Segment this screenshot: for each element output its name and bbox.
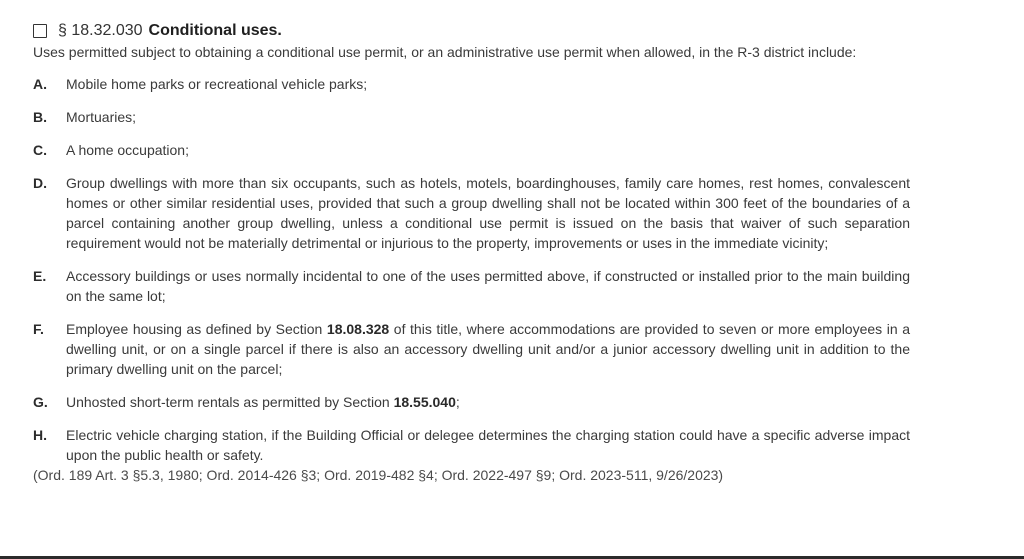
uses-list xyxy=(33,74,910,465)
list-item xyxy=(33,74,910,94)
item-text: Mobile home parks or recreational vehicle parks; xyxy=(66,76,368,92)
item-letter: A. xyxy=(33,76,47,92)
item-text-after: of this title, where accommodations are provided to seven or more employees in a dwelling unit, or on a single parcel if there is also an accessory dwelling unit and/or a junior accessory dwelling unit in addition to the primary dwelling unit on the parcel; xyxy=(66,321,910,377)
item-text: A home occupation; xyxy=(66,142,189,158)
section-select-checkbox[interactable] xyxy=(33,24,47,38)
item-letter: C. xyxy=(33,142,47,158)
item-letter: E. xyxy=(33,268,47,284)
ordinance-history: (Ord. 189 Art. 3 §5.3, 1980; Ord. 2014-426 §3; Ord. 2019-482 §4; Ord. 2022-497 §9; Ord. 2023-511, 9/26/2023) xyxy=(33,467,724,483)
item-text-after: ; xyxy=(455,394,460,410)
list-item xyxy=(33,140,910,160)
list-item xyxy=(33,425,910,465)
section-title: Conditional uses. xyxy=(148,22,282,39)
item-text-before: Unhosted short-term rentals as permitted by Section xyxy=(66,394,394,410)
section-reference-link[interactable]: 18.08.328 xyxy=(326,321,390,337)
item-letter: G. xyxy=(33,394,48,410)
item-letter: H. xyxy=(33,427,47,443)
list-item xyxy=(33,392,910,412)
item-text: Accessory buildings or uses normally incidental to one of the uses permitted above, if constructed or installed prior to the main building on the same lot; xyxy=(66,268,910,304)
list-item xyxy=(33,173,910,253)
item-letter: F. xyxy=(33,321,44,337)
item-letter: D. xyxy=(33,175,47,191)
item-text: Group dwellings with more than six occupants, such as hotels, motels, boardinghouses, family care homes, rest homes, convalescent homes or other similar residential uses, provided that such a group dwelling shall not be located within 300 feet of the boundaries of a parcel containing another group dwelling, unless a conditional use permit is issued on the basis that waiver of such separation requirement would not be materially detrimental or injurious to the property, improvements or uses in the immediate vicinity; xyxy=(66,175,910,251)
item-text: Electric vehicle charging station, if the Building Official or delegee determines the charging station could have a specific adverse impact upon the public health or safety. xyxy=(66,427,910,463)
section-heading xyxy=(33,18,910,44)
list-item xyxy=(33,107,910,127)
section-intro: Uses permitted subject to obtaining a conditional use permit, or an administrative use permit when allowed, in the R-3 district include: xyxy=(33,44,857,60)
list-item xyxy=(33,319,910,379)
item-text xyxy=(66,392,910,412)
section-reference-link[interactable]: 18.55.040 xyxy=(393,394,456,410)
item-letter: B. xyxy=(33,109,47,125)
item-text-before: Employee housing as defined by Section xyxy=(66,321,327,337)
list-item xyxy=(33,266,910,306)
section-container xyxy=(33,18,910,485)
item-text xyxy=(66,319,910,379)
section-number: § 18.32.030 xyxy=(58,22,143,39)
item-text: Mortuaries; xyxy=(66,109,137,125)
